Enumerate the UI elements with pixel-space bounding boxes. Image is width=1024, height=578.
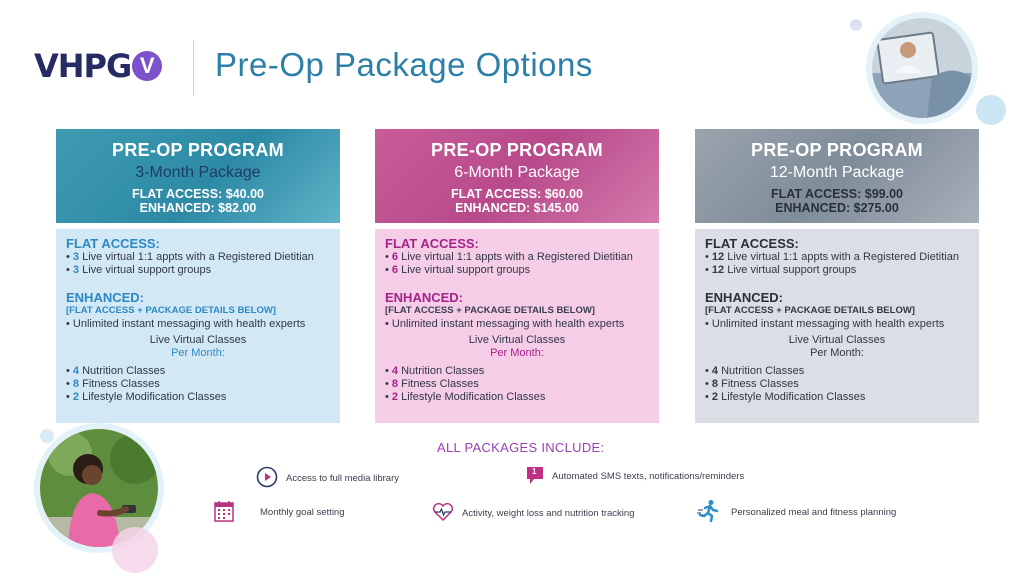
package-header xyxy=(56,129,340,223)
item-count: 8 xyxy=(391,378,399,391)
decorative-bubble xyxy=(976,95,1006,125)
enhanced-subheading: [FLAT ACCESS + PACKAGE DETAILS BELOW] xyxy=(705,305,915,317)
item-text: Live virtual 1:1 appts with a Registered Dietitian xyxy=(398,250,633,263)
page-title: Pre-Op Package Options xyxy=(215,46,593,83)
item-text: Live virtual 1:1 appts with a Registered Dietitian xyxy=(724,250,959,263)
flat-access-heading: FLAT ACCESS: xyxy=(385,236,479,251)
item-count: 4 xyxy=(711,365,719,378)
list-item xyxy=(385,365,649,378)
item-count: 12 xyxy=(711,263,725,276)
header-divider xyxy=(193,40,194,96)
item-text: Nutrition Classes xyxy=(79,365,166,378)
package-header xyxy=(695,129,979,223)
item-count: 12 xyxy=(711,250,725,263)
feature-label: Access to full media library xyxy=(286,473,399,484)
logo-mark-icon: V xyxy=(132,51,162,81)
list-item xyxy=(385,378,649,391)
item-count: 6 xyxy=(391,263,399,276)
item-text: Lifestyle Modification Classes xyxy=(79,390,227,403)
enhanced-subheading: [FLAT ACCESS + PACKAGE DETAILS BELOW] xyxy=(385,305,595,317)
item-count: 8 xyxy=(72,378,80,391)
list-item xyxy=(385,264,649,277)
enhanced-heading: ENHANCED: xyxy=(705,290,783,306)
item-text: Fitness Classes xyxy=(398,378,479,391)
package-details xyxy=(56,229,340,423)
feature-tracking xyxy=(432,502,634,525)
class-list xyxy=(66,365,330,403)
feature-label: Activity, weight loss and nutrition tracking xyxy=(462,508,635,519)
item-text: Lifestyle Modification Classes xyxy=(718,390,866,403)
package-card-3-month xyxy=(56,129,340,423)
feature-goal-setting xyxy=(214,500,345,525)
class-list xyxy=(705,365,969,403)
decorative-bubble xyxy=(112,527,158,573)
item-text: Nutrition Classes xyxy=(398,365,485,378)
enhanced-heading: ENHANCED: xyxy=(385,290,463,306)
doctor-video-call-image xyxy=(872,18,972,118)
decorative-dot xyxy=(850,19,862,31)
item-text: Live virtual support groups xyxy=(724,263,857,276)
calendar-icon xyxy=(214,500,234,525)
program-title: PRE-OP PROGRAM xyxy=(751,140,923,160)
program-title: PRE-OP PROGRAM xyxy=(112,140,284,160)
flat-access-price: FLAT ACCESS: $99.00 xyxy=(771,187,903,201)
doctor-photo xyxy=(866,12,978,124)
package-card-12-month xyxy=(695,129,979,423)
runner-icon xyxy=(697,499,719,526)
list-item: • Unlimited instant messaging with health experts xyxy=(66,318,330,331)
flat-access-list xyxy=(385,251,649,277)
flat-access-heading: FLAT ACCESS: xyxy=(66,236,160,251)
list-item xyxy=(66,264,330,277)
classes-label: Live Virtual Classes xyxy=(149,333,247,346)
classes-label: Live Virtual Classes xyxy=(468,333,566,346)
enhanced-subheading: [FLAT ACCESS + PACKAGE DETAILS BELOW] xyxy=(66,305,276,317)
enhanced-heading: ENHANCED: xyxy=(66,290,144,306)
feature-planning xyxy=(697,499,896,526)
flat-access-list xyxy=(66,251,330,277)
sms-chat-icon xyxy=(526,466,544,486)
item-count: 4 xyxy=(72,365,80,378)
feature-label: Automated SMS texts, notifications/reminders xyxy=(552,470,745,482)
list-item xyxy=(66,378,330,391)
item-text: Live virtual support groups xyxy=(398,263,531,276)
enhanced-price: ENHANCED: $82.00 xyxy=(139,201,257,215)
item-text: Live virtual support groups xyxy=(79,263,212,276)
item-text: Fitness Classes xyxy=(79,378,160,391)
item-count: 2 xyxy=(72,390,80,403)
item-count: 3 xyxy=(72,263,80,276)
package-name: 12-Month Package xyxy=(769,164,905,181)
list-item xyxy=(66,391,330,404)
package-name: 3-Month Package xyxy=(135,164,261,181)
per-month-label: Per Month: xyxy=(810,346,864,359)
item-count: 3 xyxy=(72,250,80,263)
brand-logo xyxy=(34,48,162,84)
classes-label: Live Virtual Classes xyxy=(788,333,886,346)
item-text: Live virtual 1:1 appts with a Registered Dietitian xyxy=(79,250,314,263)
item-count: 6 xyxy=(391,250,399,263)
flat-access-list xyxy=(705,251,969,277)
item-count: 2 xyxy=(711,390,719,403)
item-count: 2 xyxy=(391,390,399,403)
list-item: • Unlimited instant messaging with health experts xyxy=(385,318,649,331)
item-count: 4 xyxy=(391,365,399,378)
item-text: Nutrition Classes xyxy=(718,365,805,378)
play-icon xyxy=(256,466,278,491)
feature-media-library xyxy=(256,466,399,491)
list-item xyxy=(385,251,649,264)
feature-label: Monthly goal setting xyxy=(260,507,345,518)
item-text: Lifestyle Modification Classes xyxy=(398,390,546,403)
enhanced-price: ENHANCED: $145.00 xyxy=(455,201,579,215)
item-text: Fitness Classes xyxy=(718,378,799,391)
enhanced-price: ENHANCED: $275.00 xyxy=(775,201,899,215)
feature-sms xyxy=(526,466,744,486)
sms-badge: 1 xyxy=(532,467,537,476)
feature-label: Personalized meal and fitness planning xyxy=(731,507,897,518)
enhanced-list xyxy=(66,318,330,331)
package-header xyxy=(375,129,659,223)
list-item xyxy=(385,391,649,404)
enhanced-list xyxy=(385,318,649,331)
list-item xyxy=(705,365,969,378)
list-item xyxy=(66,365,330,378)
flat-access-heading: FLAT ACCESS: xyxy=(705,236,799,251)
package-details xyxy=(375,229,659,423)
list-item xyxy=(66,251,330,264)
decorative-dot xyxy=(40,429,54,443)
includes-title: ALL PACKAGES INCLUDE: xyxy=(437,440,605,455)
list-item xyxy=(705,251,969,264)
per-month-label: Per Month: xyxy=(490,346,544,359)
item-count: 8 xyxy=(711,378,719,391)
package-card-6-month xyxy=(375,129,659,423)
flat-access-price: FLAT ACCESS: $40.00 xyxy=(132,187,264,201)
list-item xyxy=(705,264,969,277)
per-month-label: Per Month: xyxy=(171,346,225,359)
logo-text: VHPG xyxy=(34,47,132,85)
program-title: PRE-OP PROGRAM xyxy=(431,140,603,160)
heart-pulse-icon xyxy=(432,502,454,525)
list-item xyxy=(705,378,969,391)
class-list xyxy=(385,365,649,403)
flat-access-price: FLAT ACCESS: $60.00 xyxy=(451,187,583,201)
list-item xyxy=(705,391,969,404)
package-name: 6-Month Package xyxy=(454,164,580,181)
enhanced-list xyxy=(705,318,969,331)
package-details xyxy=(695,229,979,423)
list-item: • Unlimited instant messaging with health experts xyxy=(705,318,969,331)
